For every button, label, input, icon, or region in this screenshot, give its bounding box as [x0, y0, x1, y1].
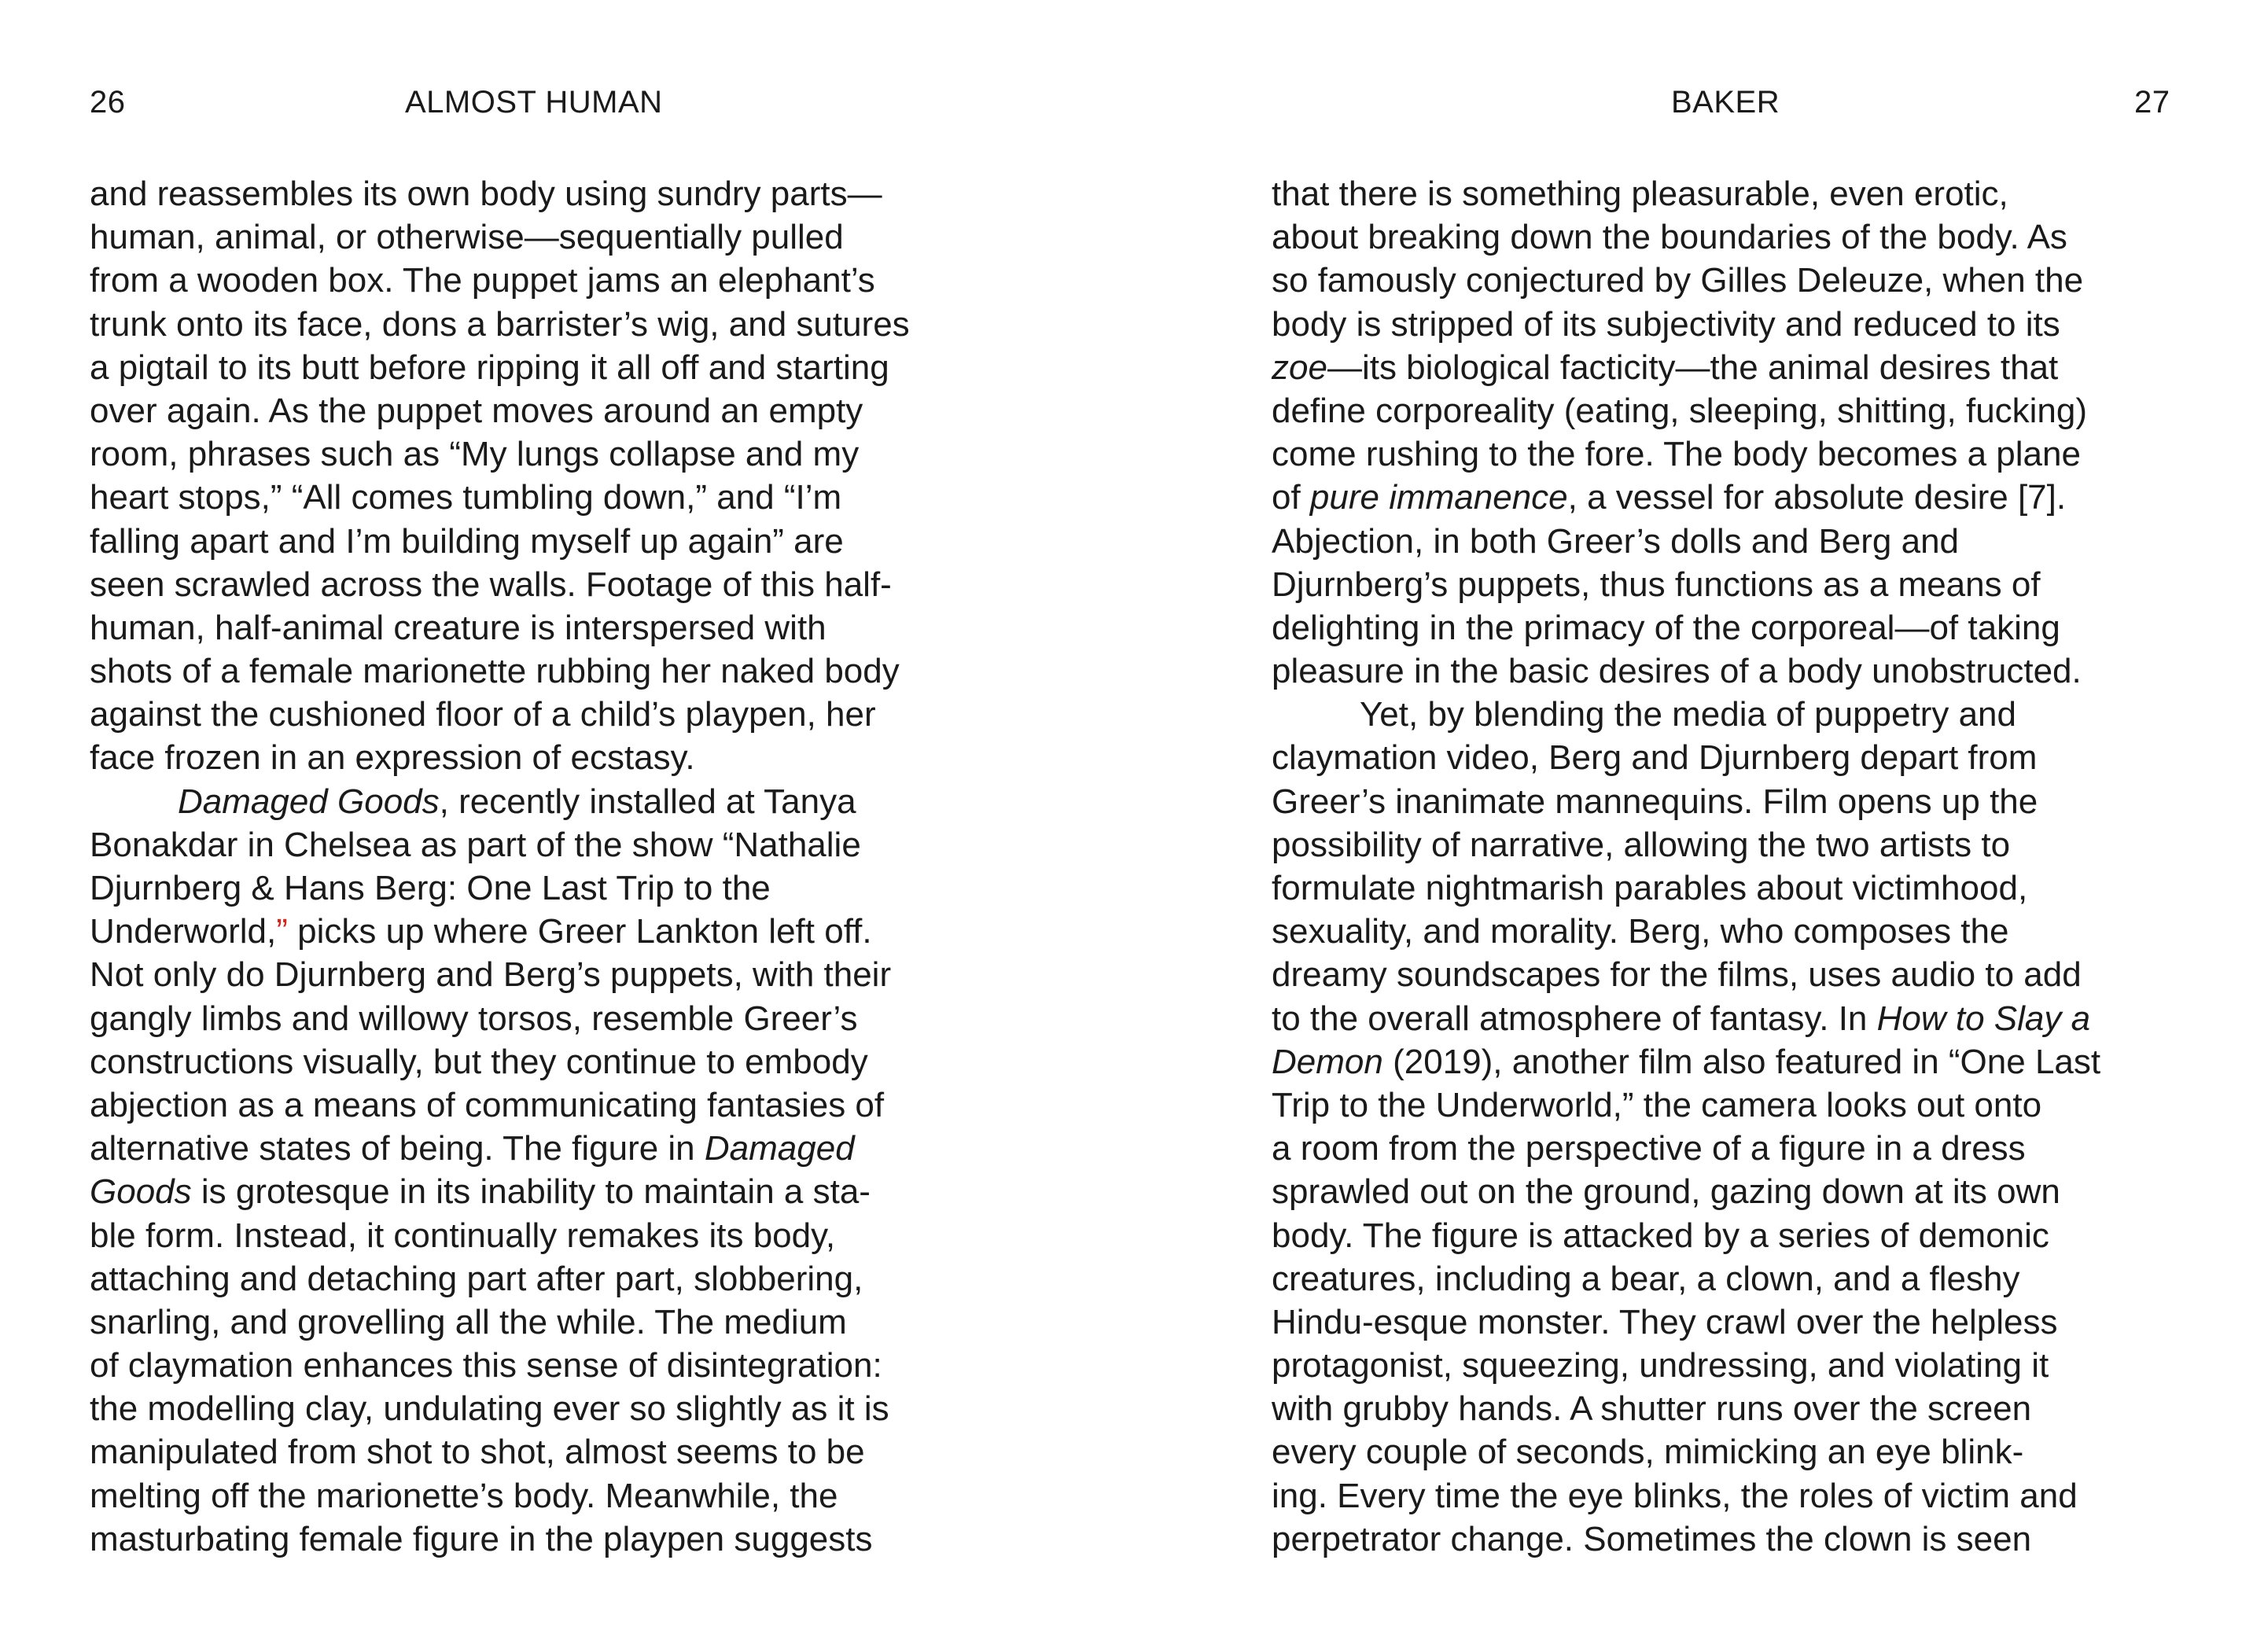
text-line	[90, 780, 910, 823]
text-segment: alternative states of being. The figure in	[90, 1129, 705, 1168]
text-segment: a pigtail to its butt before ripping it all off and starting	[90, 348, 889, 387]
text-line	[1272, 476, 2100, 519]
text-line	[90, 1518, 910, 1561]
text-line	[1272, 1518, 2100, 1561]
running-title: ALMOST HUMAN	[405, 85, 663, 120]
text-line	[1272, 346, 2100, 389]
text-line	[90, 736, 910, 779]
text-segment: Bonakdar in Chelsea as part of the show “Nathalie	[90, 825, 861, 864]
text-segment: face frozen in an expression of ecstasy.	[90, 738, 695, 778]
text-segment: to the overall atmosphere of fantasy. In	[1272, 999, 1877, 1038]
text-line	[1272, 1474, 2100, 1518]
text-line	[90, 1127, 910, 1170]
text-segment: and reassembles its own body using sundry parts—	[90, 175, 882, 213]
text-segment: Hindu-esque monster. They crawl over the helpless	[1272, 1302, 2058, 1341]
text-line	[90, 520, 910, 563]
text-segment: protagonist, squeezing, undressing, and violating it	[1272, 1346, 2049, 1385]
text-line	[90, 1214, 910, 1257]
text-segment: (2019), another film also featured in “One Last	[1382, 1042, 2101, 1081]
text-line	[1272, 693, 2100, 736]
text-line	[1272, 823, 2100, 866]
text-segment: the modelling clay, undulating ever so slightly as it is	[90, 1389, 889, 1429]
text-line	[1272, 1214, 2100, 1257]
text-line	[1272, 649, 2100, 693]
text-line	[90, 1170, 910, 1213]
text-line	[90, 1387, 910, 1430]
text-segment: Djurnberg’s puppets, thus functions as a means of	[1272, 565, 2041, 604]
text-segment: possibility of narrative, allowing the two artists to	[1272, 825, 2011, 864]
text-line	[90, 1040, 910, 1084]
text-line	[90, 910, 910, 953]
right-page	[1121, 0, 2242, 1652]
text-line	[1272, 1040, 2100, 1084]
text-segment: a room from the perspective of a figure in a dress	[1272, 1129, 2026, 1168]
italic-title-text: Demon	[1272, 1042, 1383, 1081]
text-segment: so famously conjectured by Gilles Deleuze, when the	[1272, 261, 2084, 300]
text-segment: melting off the marionette’s body. Meanwhile, the	[90, 1476, 838, 1515]
italic-title-text: How to Slay a	[1876, 999, 2091, 1038]
text-segment: delighting in the primacy of the corporeal—of taking	[1272, 608, 2060, 647]
text-line	[1272, 1301, 2100, 1344]
text-line	[90, 1344, 910, 1387]
text-segment: formulate nightmarish parables about victimhood,	[1272, 869, 2028, 907]
body-text	[90, 172, 910, 1561]
text-segment: sexuality, and morality. Berg, who composes the	[1272, 912, 2009, 951]
text-line	[1272, 780, 2100, 823]
text-line	[1272, 563, 2100, 606]
italic-title-text: pure immanence	[1309, 478, 1568, 517]
text-line	[1272, 215, 2100, 259]
text-line	[1272, 910, 2100, 953]
text-line	[90, 432, 910, 476]
text-line	[90, 346, 910, 389]
text-line	[1272, 389, 2100, 432]
text-segment: Greer’s inanimate mannequins. Film opens up the	[1272, 782, 2038, 821]
text-segment: Djurnberg & Hans Berg: One Last Trip to the	[90, 869, 771, 907]
text-segment: body is stripped of its subjectivity and reduced to its	[1272, 304, 2060, 344]
text-segment: room, phrases such as “My lungs collapse and my	[90, 435, 860, 474]
text-segment: constructions visually, but they continue to embody	[90, 1042, 868, 1081]
text-line	[1272, 1084, 2100, 1127]
italic-title-text: Goods	[90, 1172, 192, 1212]
text-line	[90, 172, 910, 215]
text-segment: , a vessel for absolute desire [7].	[1567, 478, 2067, 517]
text-segment: human, animal, or otherwise—sequentially pulled	[90, 218, 844, 257]
text-segment: abjection as a means of communicating fantasies of	[90, 1085, 885, 1124]
text-segment: —its biological facticity—the animal desires that	[1327, 348, 2059, 387]
text-segment: of claymation enhances this sense of disintegration:	[90, 1346, 882, 1385]
text-segment: come rushing to the fore. The body becomes a plane	[1272, 435, 2081, 474]
text-segment: is grotesque in its inability to maintain a sta-	[191, 1172, 871, 1212]
text-line	[1272, 953, 2100, 996]
text-line	[90, 823, 910, 866]
text-line	[90, 1430, 910, 1474]
text-segment: ”	[276, 912, 288, 951]
text-line	[1272, 736, 2100, 779]
text-line	[90, 303, 910, 346]
text-line	[1272, 432, 2100, 476]
text-segment: Abjection, in both Greer’s dolls and Berg and	[1272, 521, 1960, 561]
text-segment: picks up where Greer Lankton left off.	[287, 912, 872, 951]
text-segment: Yet, by blending the media of puppetry and	[1360, 695, 2016, 734]
text-line	[90, 1257, 910, 1301]
italic-title-text: Damaged	[704, 1129, 855, 1168]
text-line	[1272, 1430, 2100, 1474]
text-line	[90, 866, 910, 910]
text-segment: heart stops,” “All comes tumbling down,” and “I’m	[90, 478, 842, 517]
italic-title-text: zoe	[1272, 348, 1327, 387]
text-line	[90, 693, 910, 736]
text-line	[1272, 1257, 2100, 1301]
text-segment: ble form. Instead, it continually remakes its body,	[90, 1216, 836, 1255]
text-line	[90, 259, 910, 302]
text-segment: body. The figure is attacked by a series of demonic	[1272, 1216, 2049, 1255]
body-text	[1272, 172, 2100, 1561]
text-segment: snarling, and grovelling all the while. The medium	[90, 1302, 847, 1341]
text-segment: about breaking down the boundaries of the body. As	[1272, 218, 2067, 257]
text-line	[1272, 303, 2100, 346]
page-number: 27	[2134, 85, 2170, 120]
text-line	[90, 215, 910, 259]
text-segment: creatures, including a bear, a clown, and a fleshy	[1272, 1259, 2020, 1298]
italic-title-text: Damaged Goods	[178, 782, 440, 821]
text-line	[1272, 259, 2100, 302]
running-title: BAKER	[1671, 85, 1780, 120]
text-segment: from a wooden box. The puppet jams an elephant’s	[90, 261, 875, 300]
text-segment: Not only do Djurnberg and Berg’s puppets, with their	[90, 955, 892, 995]
text-line	[90, 649, 910, 693]
text-segment: that there is something pleasurable, even erotic,	[1272, 175, 2008, 213]
text-line	[1272, 172, 2100, 215]
text-line	[90, 389, 910, 432]
text-line	[1272, 1170, 2100, 1213]
text-segment: Trip to the Underworld,” the camera looks out onto	[1272, 1085, 2042, 1124]
text-line	[1272, 866, 2100, 910]
text-segment: sprawled out on the ground, gazing down at its own	[1272, 1172, 2060, 1212]
text-segment: gangly limbs and willowy torsos, resemble Greer’s	[90, 999, 858, 1038]
text-segment: over again. As the puppet moves around an empty	[90, 391, 863, 430]
text-line	[90, 997, 910, 1040]
text-line	[90, 953, 910, 996]
text-line	[90, 476, 910, 519]
text-line	[1272, 520, 2100, 563]
text-line	[90, 1474, 910, 1518]
text-segment: with grubby hands. A shutter runs over the screen	[1272, 1389, 2032, 1429]
text-segment: dreamy soundscapes for the films, uses audio to add	[1272, 955, 2082, 995]
text-segment: , recently installed at Tanya	[439, 782, 856, 821]
text-segment: seen scrawled across the walls. Footage of this half-	[90, 565, 892, 604]
text-segment: define corporeality (eating, sleeping, shitting, fucking)	[1272, 391, 2088, 430]
text-line	[90, 606, 910, 649]
text-segment: ing. Every time the eye blinks, the roles of victim and	[1272, 1476, 2078, 1515]
text-segment: human, half-animal creature is interspersed with	[90, 608, 826, 647]
text-segment: claymation video, Berg and Djurnberg depart from	[1272, 738, 2038, 778]
text-segment: shots of a female marionette rubbing her naked body	[90, 652, 900, 691]
text-line	[90, 1084, 910, 1127]
text-line	[90, 563, 910, 606]
text-line	[1272, 1344, 2100, 1387]
text-segment: perpetrator change. Sometimes the clown is seen	[1272, 1519, 2032, 1558]
text-line	[1272, 997, 2100, 1040]
text-line	[1272, 606, 2100, 649]
text-line	[90, 1301, 910, 1344]
text-segment: attaching and detaching part after part, slobbering,	[90, 1259, 863, 1298]
text-line	[1272, 1387, 2100, 1430]
text-segment: masturbating female figure in the playpen suggests	[90, 1519, 873, 1558]
text-segment: every couple of seconds, mimicking an eye blink-	[1272, 1433, 2024, 1472]
text-segment: trunk onto its face, dons a barrister’s wig, and sutures	[90, 304, 910, 344]
text-line	[1272, 1127, 2100, 1170]
page-number: 26	[90, 85, 126, 120]
text-segment: pleasure in the basic desires of a body unobstructed.	[1272, 652, 2082, 691]
text-segment: Underworld,	[90, 912, 277, 951]
text-segment: against the cushioned floor of a child’s playpen, her	[90, 695, 876, 734]
text-segment: falling apart and I’m building myself up again” are	[90, 521, 844, 561]
text-segment: manipulated from shot to shot, almost seems to be	[90, 1433, 865, 1472]
text-segment: of	[1272, 478, 1310, 517]
